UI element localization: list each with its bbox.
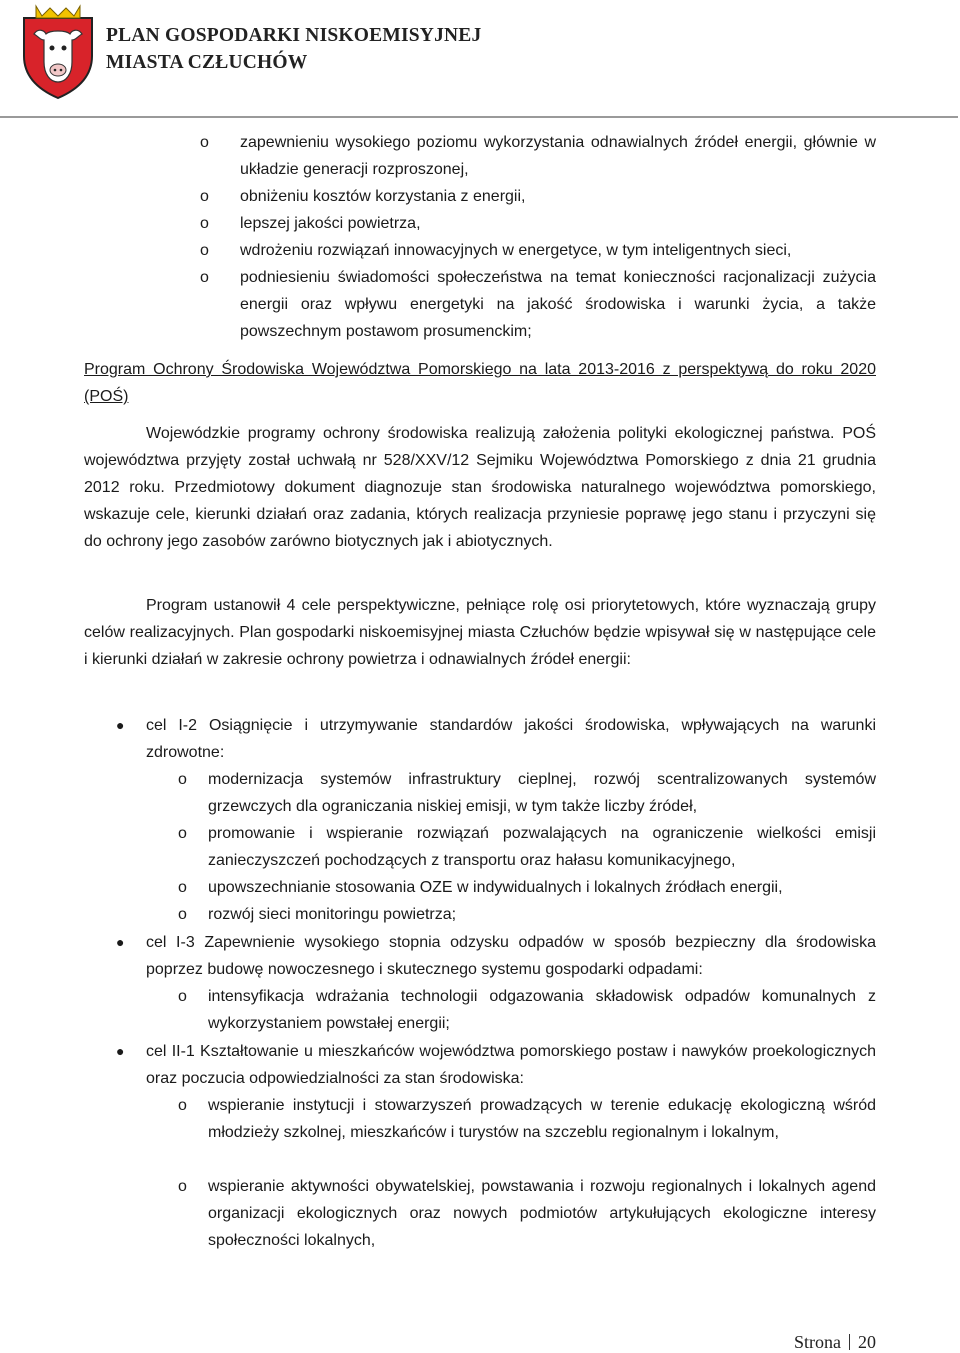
document-title-line2: MIASTA CZŁUCHÓW [106, 52, 308, 73]
sub-list-text: modernizacja systemów infrastruktury cieplnej, rozwój scentralizowanych systemów grzewczych dla ograniczania niskiej emisji, w tym także liczby źródeł, [208, 771, 876, 815]
header-divider [0, 116, 958, 118]
list-marker: o [178, 825, 187, 842]
list-marker: o [200, 242, 209, 259]
sub-list-text: wspieranie aktywności obywatelskiej, powstawania i rozwoju regionalnych i lokalnych agend organizacji ekologicznych oraz nowych podmiotów artykułujących ekologiczne interesy społeczności lokalnych, [208, 1178, 876, 1249]
page-number: 20 [858, 1332, 876, 1352]
footer-separator [849, 1334, 850, 1350]
sub-list-text: intensyfikacja wdrażania technologii odgazowania składowisk odpadów komunalnych z wykorzystaniem powstałej energii; [208, 988, 876, 1032]
sub-list-text: wspieranie instytucji i stowarzyszeń prowadzących w terenie edukację ekologiczną wśród młodzieży szkolnej, mieszkańców i turystów na szczeblu regionalnym i lokalnym, [208, 1097, 876, 1141]
list-marker: o [178, 906, 187, 923]
section-heading: Program Ochrony Środowiska Województwa Pomorskiego na lata 2013-2016 z perspektywą do roku 2020 (POŚ) [84, 361, 876, 405]
page-label: Strona [794, 1332, 841, 1352]
goal-text: cel I-3 Zapewnienie wysokiego stopnia odzysku odpadów w sposób bezpieczny dla środowiska poprzez budowę nowoczesnego i skutecznego systemu gospodarki odpadami: [146, 934, 876, 978]
list-marker: o [200, 188, 209, 205]
list-marker: o [178, 879, 187, 896]
page-header [0, 0, 960, 118]
list-marker: o [178, 1178, 187, 1195]
sub-list-text: promowanie i wspieranie rozwiązań pozwalających na ograniczenie wielkości emisji zanieczyszczeń pochodzących z transportu oraz hałasu komunikacyjnego, [208, 825, 876, 869]
paragraph [84, 592, 876, 673]
document-title [106, 22, 481, 76]
sub-list-text: rozwój sieci monitoringu powietrza; [208, 906, 457, 923]
list-marker: o [200, 134, 209, 151]
bullet-marker: ● [116, 717, 125, 733]
paragraph [84, 420, 876, 555]
sub-list-text: upowszechnianie stosowania OZE w indywidualnych i lokalnych źródłach energii, [208, 879, 783, 896]
goal-text: cel II-1 Kształtowanie u mieszkańców województwa pomorskiego postaw i nawyków proekologicznych oraz poczucia odpowiedzialności za stan środowiska: [146, 1043, 876, 1087]
city-crest-logo [20, 4, 96, 100]
bullet-marker: ● [116, 1043, 125, 1059]
list-marker: o [178, 988, 187, 1005]
list-marker: o [200, 215, 209, 232]
goal-text: cel I-2 Osiągnięcie i utrzymywanie standardów jakości środowiska, wpływających na warunki zdrowotne: [146, 717, 876, 761]
list-marker: o [200, 269, 209, 286]
list-marker: o [178, 771, 187, 788]
paragraph-text: Program ustanowił 4 cele perspektywiczne, pełniące rolę osi priorytetowych, które wyznaczają grupy celów realizacyjnych. Plan gospodarki niskoemisyjnej miasta Człuchów będzie wpisywał się w następujące cele i kierunki działań w zakresie ochrony powietrza i odnawialnych źródeł energii: [84, 597, 876, 668]
list-item-text: podniesieniu świadomości społeczeństwa na temat konieczności racjonalizacji zużycia energii oraz wpływu energetyki na jakość środowiska i warunki życia, a także powszechnym postawom prosumenckim; [240, 269, 876, 340]
document-title-line1: PLAN GOSPODARKI NISKOEMISYJNEJ [106, 25, 482, 46]
bullet-marker: ● [116, 934, 125, 950]
paragraph-text: Wojewódzkie programy ochrony środowiska realizują założenia polityki ekologicznej państwa. POŚ województwa przyjęty został uchwałą nr 528/XXV/12 Sejmiku Województwa Pomorskiego z dnia 21 grudnia 2012 roku. Przedmiotowy dokument diagnozuje stan środowiska naturalnego województwa pomorskiego, wskazuje cele, kierunki działań oraz zadania, których realizacja przyniesie poprawę jego stanu i przyczyni się do ochrony jego zasobów zarówno biotycznych jak i abiotycznych. [84, 425, 876, 550]
list-item-text: lepszej jakości powietrza, [240, 215, 421, 232]
list-item-text: zapewnieniu wysokiego poziomu wykorzystania odnawialnych źródeł energii, głównie w układzie generacji rozproszonej, [240, 134, 876, 178]
page-footer [794, 1332, 876, 1353]
list-item-text: obniżeniu kosztów korzystania z energii, [240, 188, 526, 205]
list-item-text: wdrożeniu rozwiązań innowacyjnych w energetyce, w tym inteligentnych sieci, [240, 242, 792, 259]
list-marker: o [178, 1097, 187, 1114]
